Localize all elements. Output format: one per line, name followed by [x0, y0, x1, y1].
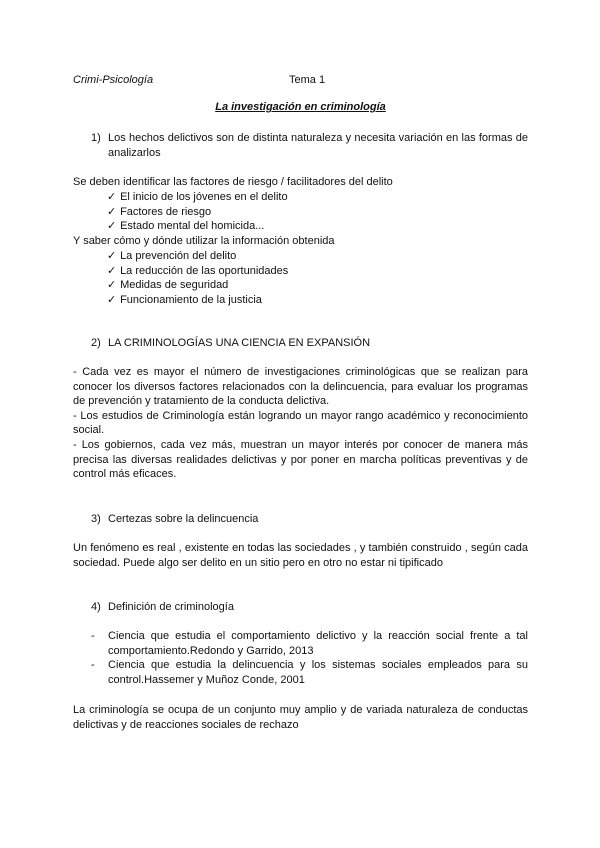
check-icon: ✓	[107, 191, 117, 203]
header-subject: Crimi-Psicología	[73, 74, 154, 86]
list-item: ✓ El inicio de los jóvenes en el delito	[107, 191, 288, 203]
section-1-heading	[73, 131, 528, 160]
check-icon: ✓	[107, 250, 117, 262]
section-3-number: 3)	[91, 513, 101, 525]
check-icon: ✓	[107, 205, 117, 218]
section-1-list-2	[73, 249, 528, 307]
check-icon: ✓	[107, 293, 117, 306]
section-4-closing: La criminología se ocupa de un conjunto muy amplio y de variada naturaleza de conductas delictivas y de reacciones sociales de rechazo	[73, 704, 528, 731]
list-item: - Ciencia que estudia el comportamiento delictivo y la reacción social frente a tal comportamiento.Redondo y Garrido, 2013	[91, 630, 528, 657]
check-icon: ✓	[107, 264, 117, 277]
list-item: ✓ Factores de riesgo	[107, 205, 212, 218]
list-item: ✓ La reducción de las oportunidades	[107, 264, 289, 277]
section-2-number: 2)	[91, 337, 101, 349]
section-1-number: 1)	[91, 132, 101, 144]
section-3-heading	[73, 512, 528, 527]
page-header	[73, 73, 533, 88]
section-4-heading-text: Definición de criminología	[108, 601, 234, 613]
list-item: - Ciencia que estudia la delincuencia y los sistemas sociales empleados para su control.Hassemer y Muñoz Conde, 2001	[91, 659, 528, 686]
list-item: ✓ La prevención del delito	[107, 250, 237, 262]
check-icon: ✓	[107, 220, 117, 233]
section-3-heading-text: Certezas sobre la delincuencia	[108, 513, 259, 525]
header-topic: Tema 1	[289, 74, 326, 86]
document-title: La investigación en criminología	[215, 101, 386, 113]
section-1-heading-text: Los hechos delictivos son de distinta naturaleza y necesita variación en las formas de analizarlos	[108, 132, 528, 159]
section-1-list-1	[73, 190, 528, 234]
section-4-number: 4)	[91, 601, 101, 613]
section-1-intro-1: Se deben identificar las factores de riesgo / facilitadores del delito	[73, 176, 393, 188]
dash-bullet: -	[91, 630, 95, 642]
list-item: ✓ Medidas de seguridad	[107, 279, 229, 292]
section-2-paragraph: - Los estudios de Criminología están logrando un mayor rango académico y reconocimiento social.	[73, 409, 528, 437]
section-2-paragraph: - Los gobiernos, cada vez más, muestran un mayor interés por conocer de manera más precisa las diversas realidades delictivas y por poner en marcha políticas preventivas y de control más eficaces.	[73, 438, 528, 481]
list-item: ✓ Funcionamiento de la justicia	[107, 293, 262, 306]
section-2-heading-text: LA CRIMINOLOGÍAS UNA CIENCIA EN EXPANSIÓN	[108, 337, 371, 349]
section-2-body	[73, 365, 528, 482]
section-1-intro-2: Y saber cómo y dónde utilizar la información obtenida	[73, 235, 335, 247]
section-4-heading	[73, 600, 528, 615]
list-item: ✓ Estado mental del homicida...	[107, 220, 265, 233]
section-2-heading	[73, 336, 528, 351]
section-4-definitions	[73, 629, 528, 687]
check-icon: ✓	[107, 279, 117, 292]
dash-bullet: -	[91, 659, 95, 672]
section-3-paragraph: Un fenómeno es real , existente en todas las sociedades , y también construido , según cada sociedad. Puede algo ser delito en un sitio pero en otro no estar ni tipificado	[73, 542, 528, 569]
section-2-paragraph: - Cada vez es mayor el número de investigaciones criminológicas que se realizan para conocer los diversos factores relacionados con la delincuencia, para evaluar los programas de prevención y tratamiento de la conducta delictiva.	[73, 366, 528, 408]
